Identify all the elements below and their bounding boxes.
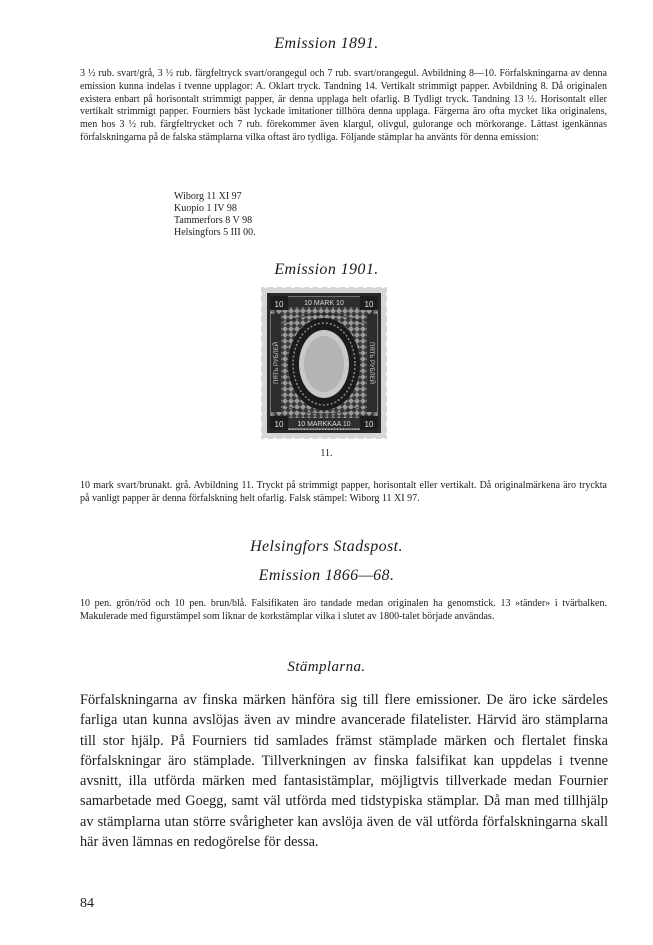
- paragraph-emission-1866: 10 pen. grön/röd och 10 pen. brun/blå. Falsifikaten äro tandade medan originalen ha genomstick. 13 »tänder» i tvärbalken. Makulerade med figurstämpel som liknar de korkstämplar vilka i slutet av 1800-talet började användas.: [80, 598, 607, 622]
- stamp-illustration: [258, 284, 390, 442]
- paragraph-stamplarna: Förfalskningarna av finska märken hänföra sig till flere emissioner. De äro icke särdeles farliga utan kunna avslöjas även av mindre avancerade filatelister. Härvid äro stämplarna till stor hjälp. På Fourniers tid samlades främst stämplade märken och flertalet finska förfalskningar äro stämplade. Tillverkningen av finska falsifikat kan uppdelas i tvenne avsnitt, illa utförda märken med fantasistämplar, möjligtvis tillverkade medan Fournier samarbetade med Goegg, samt väl utförda med tidstypiska stämplar. Då man med tillhjälp av stämplarna utan större svårigheter kan avslöja även de väl utförda förfalskningarna skall här även lämnas en redogörelse för dessa.: [80, 692, 608, 851]
- postmark-item: Helsingfors 5 III 00.: [174, 227, 256, 238]
- postmark-item: Kuopio 1 IV 98: [174, 203, 237, 214]
- figure-caption: 11.: [320, 448, 333, 459]
- stamp-side-label-left: ПЯТЬ РУБЛЕЙ: [274, 342, 280, 384]
- stamp-corner-value: 10: [364, 420, 374, 429]
- heading-emission-1891: Emission 1891.: [274, 35, 379, 52]
- page-number: 84: [80, 896, 94, 911]
- stamp-side-label-right: ПЯТЬ РУБЛЕЙ: [368, 342, 374, 384]
- heading-helsingfors-stadspost: Helsingfors Stadspost.: [250, 538, 403, 555]
- stamp-top-label: 10 MARK 10: [304, 300, 344, 307]
- heading-emission-1901: Emission 1901.: [274, 261, 379, 278]
- postmark-list: [174, 191, 256, 239]
- postmark-item: Tammerfors 8 V 98: [174, 215, 253, 226]
- stamp-corner-value: 10: [274, 420, 284, 429]
- paragraph-emission-1901: 10 mark svart/brunakt. grå. Avbildning 11. Tryckt på strimmigt papper, horisontalt eller vertikalt. Då originalmärkena äro tryckta på vanligt papper är denna förfalskning helt ofarlig. Falsk stämpel: Wiborg 11 XI 97.: [80, 480, 607, 504]
- heading-stamplarna: Stämplarna.: [287, 659, 366, 675]
- heading-emission-1866: Emission 1866—68.: [258, 567, 395, 584]
- postmark-item: Wiborg 11 XI 97: [174, 191, 242, 202]
- stamp-corner-value: 10: [364, 300, 374, 309]
- paragraph-emission-1891: 3 ½ rub. svart/grå, 3 ½ rub. färgfeltryck svart/orangegul och 7 rub. svart/orangegul. Avbildning 8—10. Förfalskningarna av denna emission kunna indelas i tvenne upplagor: A. Oklart tryck. Tandning 14. Vertikalt strimmigt papper. Avbildning 8. Då originalen existera enbart på horisontalt strimmigt papper, är denna upplaga helt ofarlig. B Tydligt tryck. Tandning 13 ½. Horisontalt eller vertikalt strimmigt papper. Fourniers bäst lyckade imitationer tillhöra denna upplaga. Färgerna äro ofta mycket lika originalens, men hos 3 ½ rub. färgfeltrycket och 7 rub. förekommer även klargul, olivgul, gulorange och mörkorange. Lättast igenkännas förfalskningarna på de falska stämplarna vilka oftast äro tydliga. Följande stämplar ha använts för denna emission:: [80, 68, 607, 143]
- stamp-bottom-label: 10 MARKKAA 10: [297, 421, 351, 428]
- stamp-corner-value: 10: [274, 300, 284, 309]
